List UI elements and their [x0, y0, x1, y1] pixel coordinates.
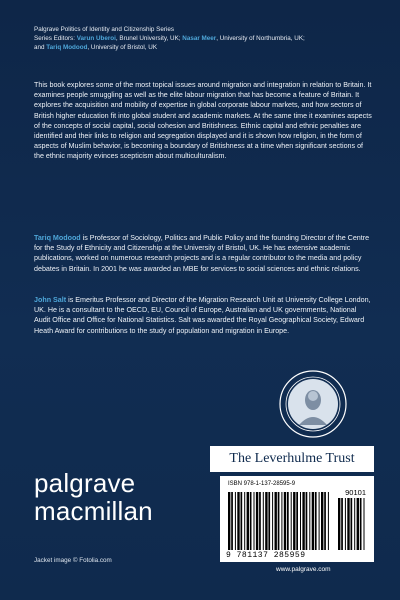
editor-name: Nasar Meer	[182, 34, 217, 42]
author-bio	[34, 233, 374, 274]
editor-affiliation: , University of Northumbria, UK;	[216, 34, 305, 42]
editors-label: Series Editors:	[34, 34, 75, 42]
isbn-number: ISBN 978-1-137-28595-9	[228, 481, 296, 487]
barcode-bars-icon	[228, 492, 332, 550]
author-bio	[34, 295, 374, 336]
editor-name: Varun Uberoi	[76, 34, 116, 42]
leverhulme-trust-label: The Leverhulme Trust	[210, 446, 374, 472]
barcode-addon-icon	[338, 498, 366, 550]
author-name: Tariq Modood	[34, 234, 81, 242]
publisher-logo-line: palgrave	[34, 468, 136, 498]
leverhulme-seal-icon	[278, 369, 348, 439]
publisher-website: www.palgrave.com	[276, 566, 331, 573]
author-bio-text: is Professor of Sociology, Politics and Public Policy and the founding Director of the Centre for the Study of Ethnicity and Citizenship at the University of Bristol, UK. He has extensive academic publications, worked on numerous research projects and is a regular contributor to the media and policy debates in Britain. In 2001 he was awarded an MBE for services to social sciences and ethnic relations.	[34, 234, 370, 273]
editor-affiliation: , University of Bristol, UK	[87, 43, 158, 51]
editor-affiliation: , Brunel University, UK;	[115, 34, 181, 42]
editor-name: Tariq Modood	[46, 43, 88, 51]
author-bio-text: is Emeritus Professor and Director of the Migration Research Unit at University College London, UK. He is a consultant to the OECD, EU, Council of Europe, Australian and UK governments, National Audit Office and Office for National Statistics. Salt was awarded the Royal Geographical Society, Edward Heath Award for contributions to the study of population and migration in Europe.	[34, 296, 371, 335]
series-title: Palgrave Politics of Identity and Citizenship Series	[34, 26, 175, 33]
barcode-digits: 9 781137 285959	[226, 551, 306, 560]
book-blurb: This book explores some of the most topical issues around migration and integration in relation to Britain. It examines people smuggling as well as the elite labour migration that has become a feature of Britain. It explores the acquisition and mobility of expertise in global corporate labour markets, and how sectors of British higher education fit into global student and academic markets. At the same time it examines aspects of the concepts of social capital, social cohesion and Britishness. Ethnic capital and ethnic penalties are identified and their links to religion and segregation displayed and it is shown how religion, in the form of aspects of Muslim behavior, is becoming a boundary of Britishness at a time when significant sections of the ethnic majority evinces scepticism about multiculturalism.	[34, 81, 372, 161]
series-editors	[34, 35, 384, 53]
series-info	[34, 26, 384, 52]
publisher-logo	[34, 470, 153, 524]
price-code: 90101	[345, 488, 366, 497]
isbn-barcode	[220, 476, 374, 562]
publisher-logo-line: macmillan	[34, 496, 153, 526]
jacket-credit: Jacket image © Fotolia.com	[34, 557, 112, 564]
editor-separator: and	[34, 43, 45, 51]
author-name: John Salt	[34, 296, 67, 304]
